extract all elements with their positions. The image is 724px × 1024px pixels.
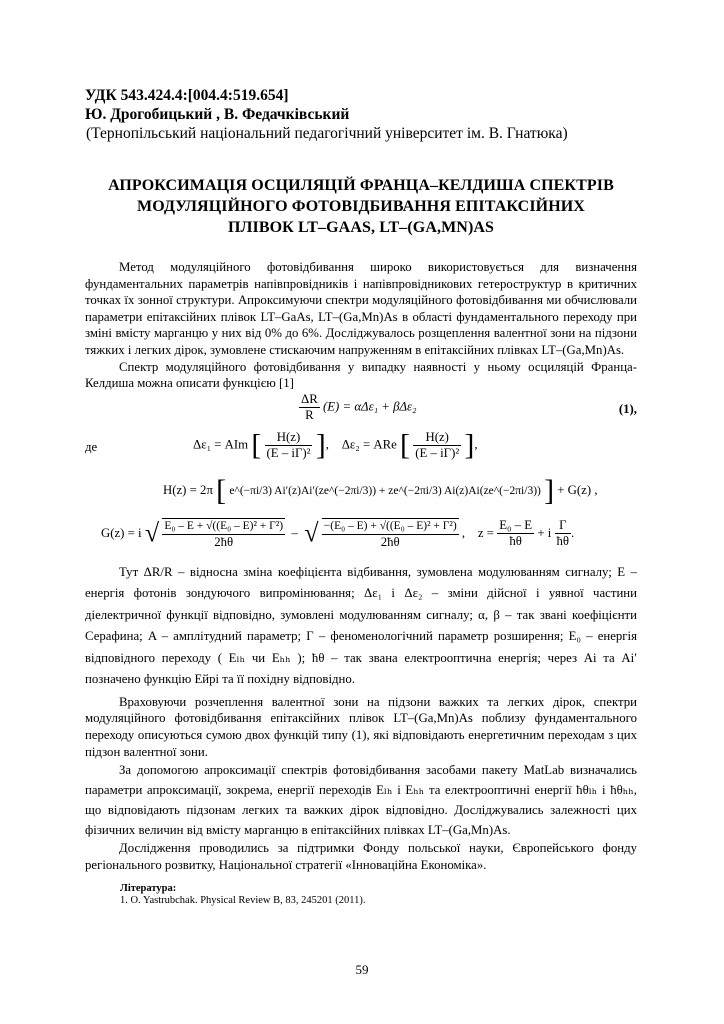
eq2-frac-2-den: (E – iΓ)² xyxy=(415,445,460,460)
eq1-rhs: (E) = αΔε₁ + βΔε₂ xyxy=(322,399,417,414)
reference-item: 1. O. Yastrubchak. Physical Review B, 83, 245201 (2011). xyxy=(120,895,366,907)
eq4-lhs: G(z) = i xyxy=(101,525,142,540)
eq4-sqrt2-den: 2ħθ xyxy=(380,534,400,549)
eq2-frac-2-num: H(z) xyxy=(413,430,461,446)
eq2-frac-1-den: (E – iΓ)² xyxy=(266,445,311,460)
authors: Ю. Дрогобицький , В. Федачківський xyxy=(85,106,350,123)
eq4-z-frac-2 xyxy=(555,518,572,549)
equation-2: де Δε₁ = AIm [ $\frac{H(z)}{\text{(E – iΓ)²}}$ ], Δε₂ = ARe [ $\frac{H(z)}{\text{(E – iΓ)²}}$ ], xyxy=(85,428,478,462)
title-line-3: ПЛІВОК LT–GAAS, LT–(GA,MN)AS xyxy=(227,219,495,236)
eq3-inner: e^(−πi/3) Ai′(z)Ai′(ze^(−2πi/3)) + ze^(−2πi/3) Ai(z)Ai(ze^(−2πi/3)) xyxy=(229,484,541,497)
affiliation: (Тернопільський національний педагогічний університет ім. В. Гнатюка) xyxy=(86,125,568,142)
eq4-z-frac-2-den: ħθ xyxy=(556,534,570,549)
eq3-tail: + G(z) , xyxy=(557,482,598,497)
eq2-delta-eps1: Δε₁ = AIm xyxy=(193,437,249,452)
eq2-frac-2 xyxy=(413,430,461,461)
eq4-sqrt2-num: −(E₀ – E) + √((E₀ – E)² + Γ²) xyxy=(322,519,459,535)
eq4-sqrt1 xyxy=(162,518,285,550)
paragraph-3: Тут ΔR/R – відносна зміна коефіцієнта відбивання, зумовлена модулюванням сигналу; E – енергія фотонів зондуючого випромінювання; Δε₁ і Δε₂ – зміни дійсної і уявної частини діелектричної функції відповідно, зумовлені модулюванням сигналу; α, β – так звані коефіцієнти Серафина; A – амплітудний параметр; Γ – феноменологічний параметр розширення; E₀ – енергія відповідного переходу ( Eₗₕ чи Eₕₕ ); ħθ – так звана електрооптична енергія; через Ai та Ai′ позначено функцію Ейрі та її похідну відповідно. xyxy=(85,564,637,687)
equation-4: G(z) = i √ $\frac{\text{E₀ – E + √((E₀ – E)² + Γ²)}}{2ħ\theta}$ – √ $\frac{\text{−(E₀ – E) + √((E₀ – E)² + Γ²)}}{2ħ\theta}$ , z = $\frac{\text{E₀ – E}}{ħ\theta}$ + i $\frac{\Gamma}{ħ\theta}$ . xyxy=(101,518,575,549)
eq4-z-frac-2-num: Γ xyxy=(555,518,572,534)
eq4-sqrt1-num: E₀ – E + √((E₀ – E)² + Γ²) xyxy=(162,519,285,535)
body xyxy=(85,259,637,873)
paragraph-6: Дослідження проводились за підтримки Фонду польської науки, Європейського фонду регіонального розвитку, Національної стратегії «Інноваційна Економіка». xyxy=(85,841,637,872)
paragraph-4: Враховуючи розчеплення валентної зони на підзони важких та легких дірок, спектри модуляційного фотовідбивання епітаксійних плівок LT–(Ga,Mn)As поблизу фундаментального переходу описуються сумою двох функцій типу (1), які відповідають енергетичним переходам з цих підзон валентної зони. xyxy=(85,694,637,759)
eq4-z-frac-1-den: ħθ xyxy=(509,534,522,549)
paper-title xyxy=(85,175,637,238)
eq1-lhs-fraction xyxy=(299,392,320,423)
udk-code: УДК 543.424.4:[004.4:519.654] xyxy=(85,87,289,104)
equation-1 xyxy=(85,392,637,428)
title-line-2: МОДУЛЯЦІЙНОГО ФОТОВІДБИВАННЯ ЕПІТАКСІЙНИХ xyxy=(137,198,585,215)
paper-page xyxy=(85,86,637,907)
title-line-1: АПРОКСИМАЦІЯ ОСЦИЛЯЦІЙ ФРАНЦА–КЕЛДИША СПЕКТРІВ xyxy=(108,177,614,194)
eq4-z-frac-1 xyxy=(497,518,534,549)
eq4-sqrt2 xyxy=(322,518,459,550)
eq2-frac-1 xyxy=(265,430,313,461)
eq2-delta-eps2: Δε₂ = ARe xyxy=(341,437,397,452)
eq4-z-frac-1-num: E₀ – E xyxy=(499,518,533,533)
page-number: 59 xyxy=(355,962,369,977)
eq4-z-plus: + i xyxy=(537,525,552,540)
eq4-sqrt1-den: 2ħθ xyxy=(214,534,234,549)
paragraph-2: Спектр модуляційного фотовідбивання у випадку наявності у ньому осциляцій Франца-Келдиша можна описати функцією [1] xyxy=(85,359,637,391)
equation-3: H(z) = 2π [ e^(−πi/3) Ai′(z)Ai′(ze^(−2πi/3)) + ze^(−2πi/3) Ai(z)Ai(ze^(−2πi/3)) ] + G(z) , xyxy=(163,473,598,507)
eq1-number: (1), xyxy=(618,401,637,416)
de-label: де xyxy=(85,439,98,454)
paragraph-1: Метод модуляційного фотовідбивання широко використовується для визначення фундаментальних параметрів напівпровідників і напівпровідникових гетероструктур в критичних точках їх зонної структури. Апроксимуючи спектри модуляційного фотовідбивання ми обчислювали параметри епітаксійних плівок LT–GaAs, LT–(Ga,Mn)As в області фундаментального переходу при зміні вмісту марганцю у них від 0% до 6%. Досліджувалось розщеплення валентної зони на підзони тяжких і легких дірок, зумовлене стискаючим напруженням в епітаксійних плівках LT–(Ga,Mn)As. xyxy=(85,260,637,357)
references-title: Література: xyxy=(120,883,177,895)
eq4-z-label: z = xyxy=(477,525,494,540)
eq1-lhs-num: ΔR xyxy=(301,391,318,406)
eq2-frac-1-num: H(z) xyxy=(265,430,313,446)
eq1-lhs-den: R xyxy=(305,407,314,422)
paragraph-5: За допомогою апроксимації спектрів фотовідбивання засобами пакету MatLab визначались параметри апроксимації, зокрема, енергії переходів Eₗₕ і Eₕₕ та електрооптичні енергії ħθₗₕ і ħθₕₕ, що відповідають підзонам легких та важких дірок відповідно. Досліджувались залежності цих фізичних величин від вмісту марганцю в епітаксійних плівках LT–(Ga,Mn)As. xyxy=(85,763,637,838)
eq3-lhs: H(z) = 2π xyxy=(163,482,213,497)
